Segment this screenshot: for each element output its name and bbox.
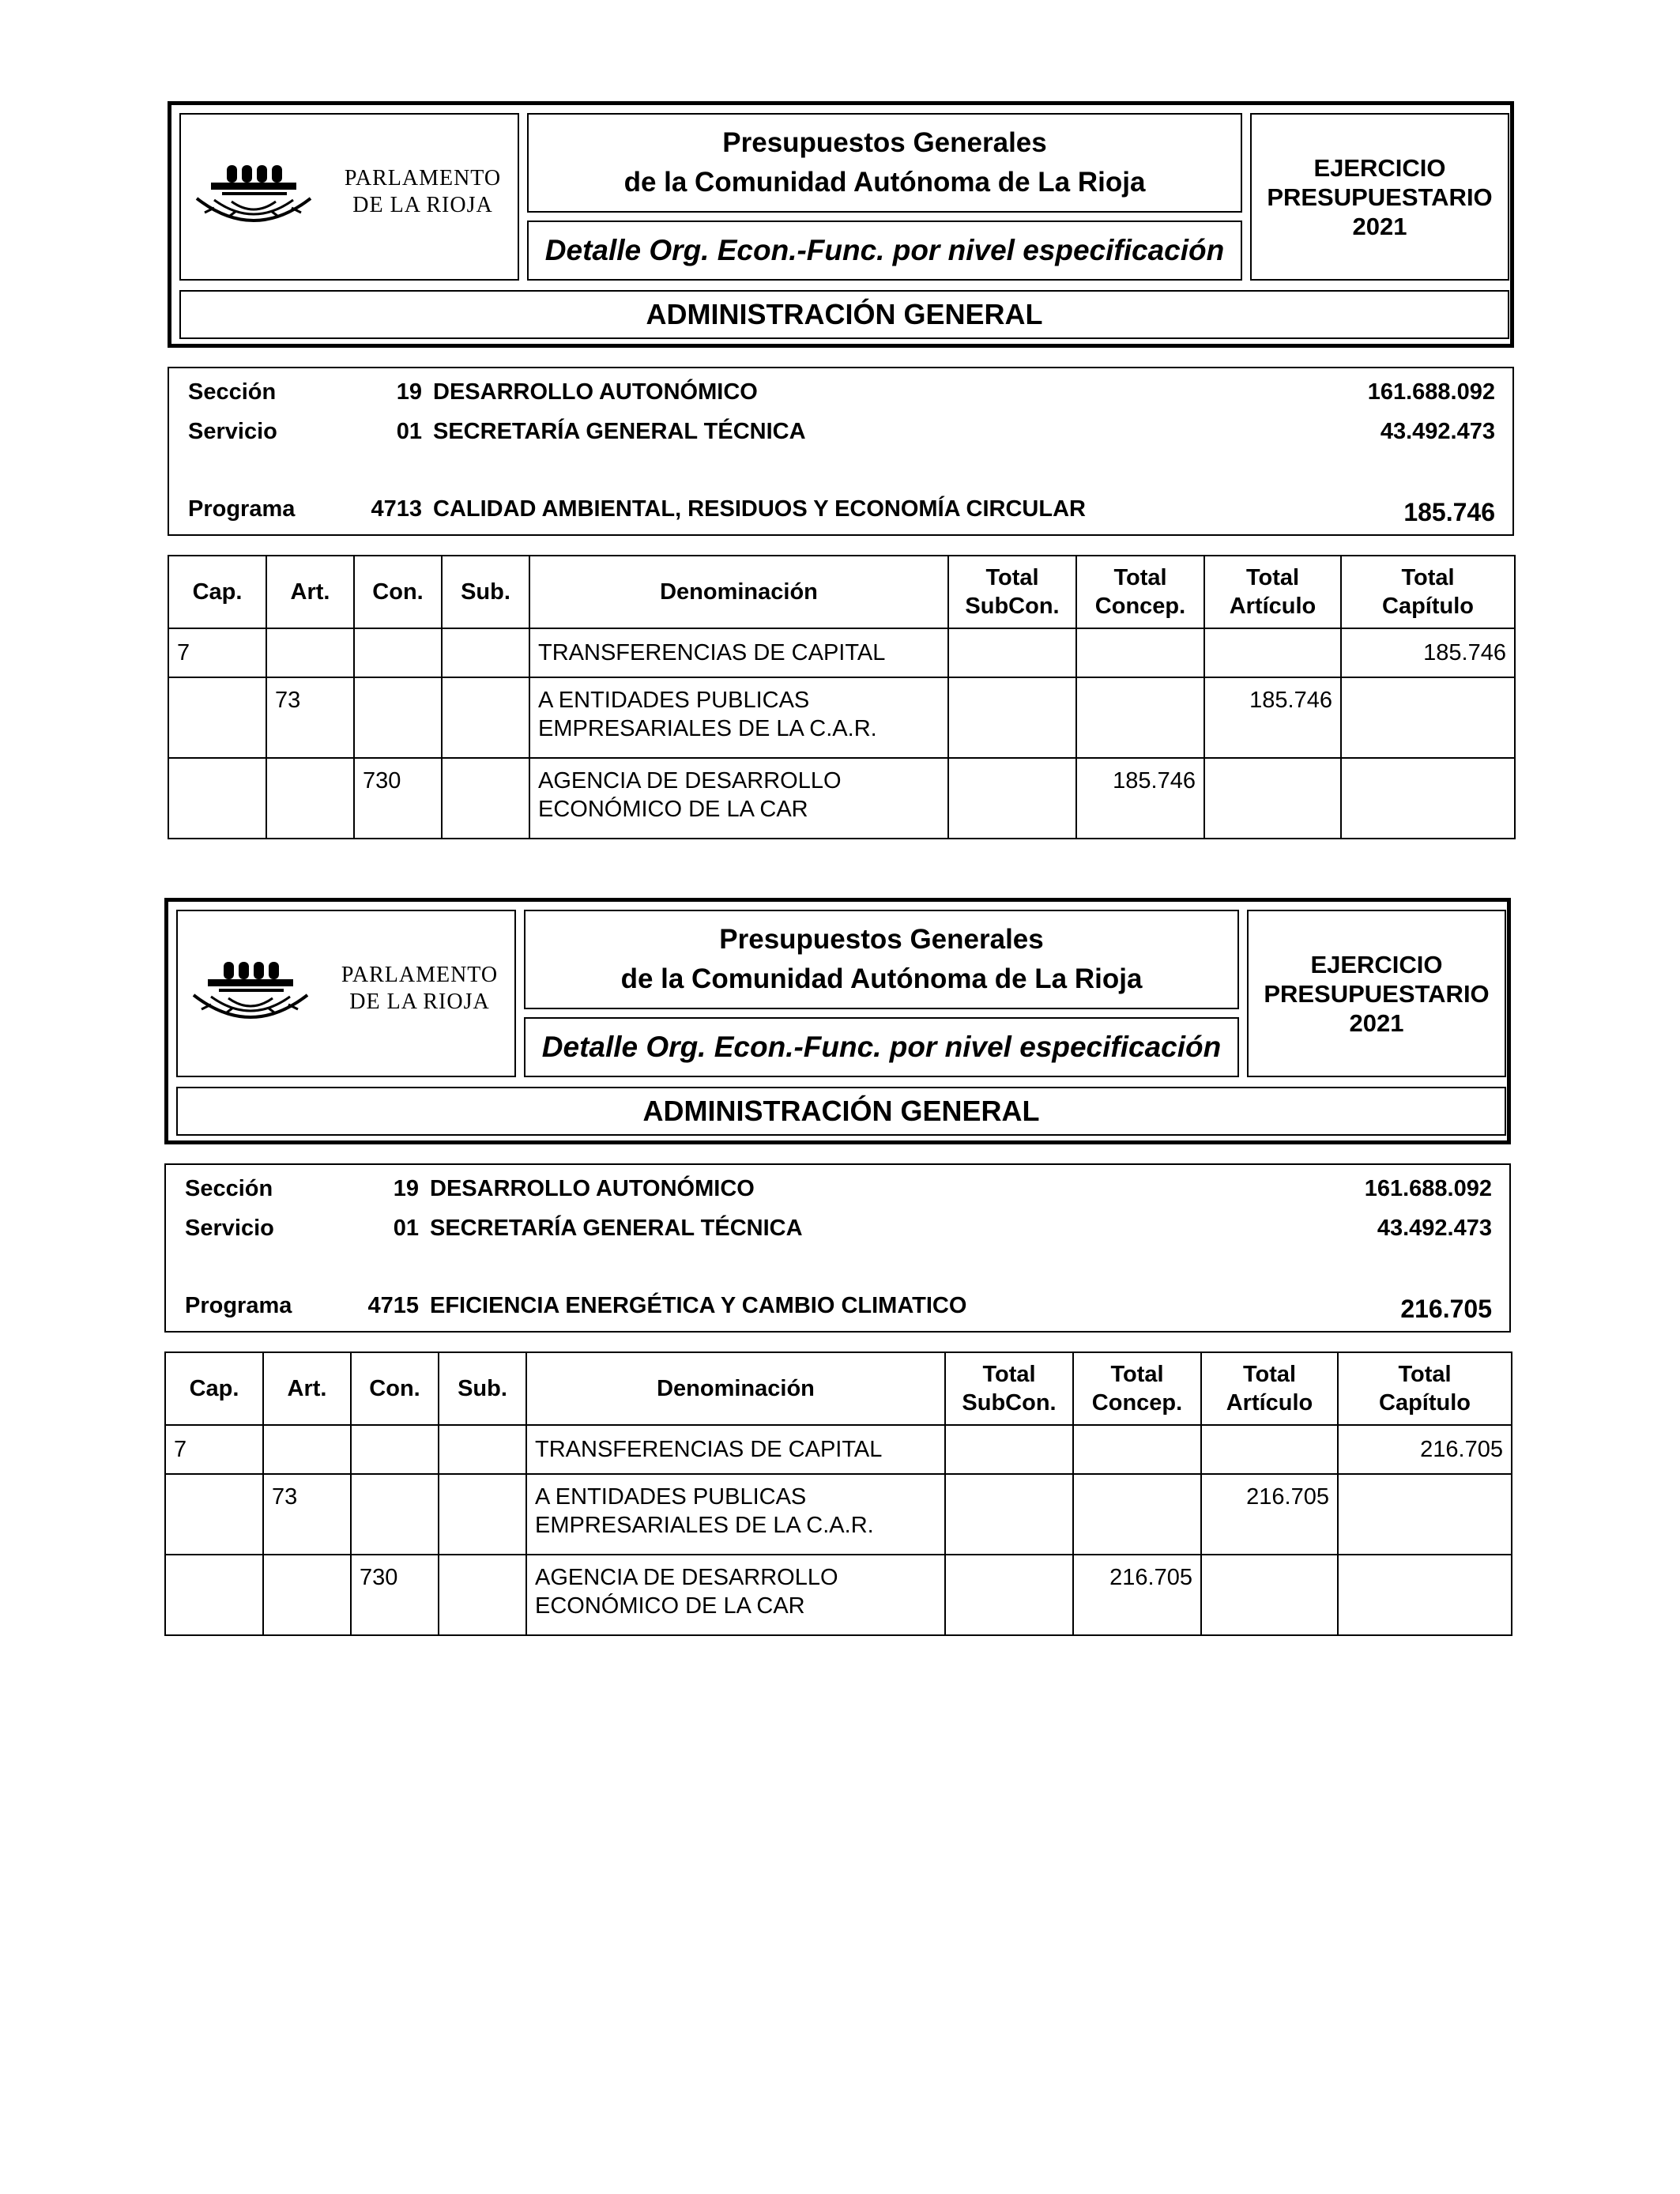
col-con: Con. (354, 556, 442, 628)
title-line-2: de la Comunidad Autónoma de La Rioja (620, 963, 1143, 994)
cell-sub (442, 677, 529, 758)
col-total-capitulo-line-1: Total (1398, 1362, 1452, 1387)
cell-art: 73 (266, 677, 354, 758)
cell-con (351, 1425, 439, 1474)
cell-denominacion (526, 1474, 945, 1555)
cell-total-subcon (948, 677, 1076, 758)
col-art: Art. (266, 556, 354, 628)
cell-denominacion (529, 758, 948, 839)
denominacion-line-1: TRANSFERENCIAS DE CAPITAL (535, 1437, 883, 1462)
programa-code: 4713 (371, 496, 422, 522)
col-total-concep-line-1: Total (1110, 1362, 1164, 1387)
cell-con: 730 (354, 758, 442, 839)
cell-total-articulo (1201, 1555, 1338, 1635)
cell-total-concep: 185.746 (1076, 758, 1204, 839)
report-title (527, 113, 1242, 213)
cell-total-capitulo (1338, 1555, 1512, 1635)
col-total-capitulo-line-2: Capítulo (1379, 1390, 1471, 1416)
cell-total-capitulo (1341, 758, 1515, 839)
cell-cap (168, 677, 266, 758)
title-line-1: Presupuestos Generales (719, 924, 1044, 955)
col-total-concep-line-2: Concep. (1091, 1390, 1183, 1416)
report-header (164, 898, 1511, 1144)
seccion-name: DESARROLLO AUTONÓMICO (433, 379, 758, 405)
cell-denominacion (529, 677, 948, 758)
table-header-row (168, 556, 1515, 628)
denominacion-line-1: A ENTIDADES PUBLICAS (538, 688, 810, 713)
col-total-articulo-line-2: Artículo (1226, 1390, 1313, 1416)
col-sub: Sub. (439, 1352, 526, 1425)
col-total-articulo (1204, 556, 1341, 628)
cell-total-subcon (948, 758, 1076, 839)
col-total-capitulo (1338, 1352, 1512, 1425)
table-header-row (165, 1352, 1512, 1425)
col-total-concep-line-1: Total (1113, 565, 1167, 590)
servicio-row (169, 419, 1512, 450)
cell-denominacion (529, 628, 948, 677)
col-cap: Cap. (168, 556, 266, 628)
col-total-articulo-line-1: Total (1245, 565, 1300, 590)
col-total-concep-line-2: Concep. (1094, 594, 1186, 619)
cell-sub (442, 628, 529, 677)
col-art: Art. (263, 1352, 351, 1425)
seccion-amount: 161.688.092 (1364, 1176, 1492, 1201)
table-row (165, 1555, 1512, 1635)
cell-cap: 7 (168, 628, 266, 677)
cell-art (263, 1425, 351, 1474)
logo-text (325, 962, 514, 1016)
fiscal-year: 2021 (1349, 1008, 1404, 1037)
logo-text-line-2: DE LA RIOJA (349, 990, 490, 1014)
budget-table (164, 1351, 1512, 1636)
cell-total-articulo: 185.746 (1204, 677, 1341, 758)
col-sub: Sub. (442, 556, 529, 628)
cell-total-articulo (1204, 628, 1341, 677)
col-total-subcon-line-2: SubCon. (965, 594, 1060, 619)
programa-name: CALIDAD AMBIENTAL, RESIDUOS Y ECONOMÍA CIRCULAR (433, 496, 1086, 522)
cell-cap (168, 758, 266, 839)
programa-label: Programa (185, 1293, 292, 1318)
logo-text (328, 165, 518, 219)
cell-con (351, 1474, 439, 1555)
col-total-subcon-line-2: SubCon. (962, 1390, 1057, 1416)
cell-denominacion (526, 1425, 945, 1474)
logo-text-line-2: DE LA RIOJA (352, 193, 493, 217)
cell-total-subcon (945, 1555, 1073, 1635)
seccion-row (166, 1176, 1509, 1208)
cell-total-capitulo: 216.705 (1338, 1425, 1512, 1474)
denominacion-line-1: TRANSFERENCIAS DE CAPITAL (538, 640, 886, 665)
col-denominacion: Denominación (529, 556, 948, 628)
table-row (165, 1425, 1512, 1474)
col-total-concep (1073, 1352, 1201, 1425)
cell-art (263, 1555, 351, 1635)
cell-total-capitulo (1338, 1474, 1512, 1555)
cell-total-subcon (945, 1474, 1073, 1555)
cell-denominacion (526, 1555, 945, 1635)
denominacion-line-1: A ENTIDADES PUBLICAS (535, 1484, 807, 1510)
programa-code: 4715 (367, 1293, 419, 1318)
col-cap: Cap. (165, 1352, 263, 1425)
servicio-name: SECRETARÍA GENERAL TÉCNICA (433, 419, 806, 444)
table-row (168, 677, 1515, 758)
seccion-row (169, 379, 1512, 411)
fiscal-year: 2021 (1352, 212, 1407, 240)
col-total-articulo-line-1: Total (1242, 1362, 1297, 1387)
fiscal-year-box (1247, 910, 1506, 1077)
servicio-code: 01 (396, 419, 422, 444)
presupuestario-label: PRESUPUESTARIO (1264, 979, 1490, 1008)
programa-amount: 216.705 (1400, 1295, 1492, 1323)
col-total-articulo-line-2: Artículo (1229, 594, 1317, 619)
col-total-subcon-line-1: Total (985, 565, 1039, 590)
cell-art: 73 (263, 1474, 351, 1555)
ejercicio-label: EJERCICIO (1313, 153, 1446, 182)
programa-amount: 185.746 (1403, 498, 1495, 526)
programa-label: Programa (188, 496, 296, 522)
denominacion-line-2: ECONÓMICO DE LA CAR (538, 797, 808, 822)
col-total-capitulo-line-1: Total (1401, 565, 1455, 590)
cell-total-concep (1073, 1474, 1201, 1555)
servicio-label: Servicio (185, 1216, 274, 1241)
seccion-label: Sección (188, 379, 277, 405)
cell-total-articulo: 216.705 (1201, 1474, 1338, 1555)
program-info (168, 367, 1514, 536)
cell-total-capitulo: 185.746 (1341, 628, 1515, 677)
cell-cap: 7 (165, 1425, 263, 1474)
logo-box (176, 910, 516, 1077)
cell-art (266, 758, 354, 839)
ejercicio-label: EJERCICIO (1310, 950, 1443, 978)
col-total-articulo (1201, 1352, 1338, 1425)
cell-cap (165, 1474, 263, 1555)
cell-cap (165, 1555, 263, 1635)
administration-title: ADMINISTRACIÓN GENERAL (179, 290, 1509, 339)
servicio-amount: 43.492.473 (1377, 1216, 1492, 1241)
presupuestario-label: PRESUPUESTARIO (1267, 183, 1493, 211)
logo-text-line-1: PARLAMENTO (344, 166, 502, 190)
denominacion-line-2: EMPRESARIALES DE LA C.A.R. (535, 1513, 874, 1538)
col-total-subcon-line-1: Total (982, 1362, 1036, 1387)
report-subtitle: Detalle Org. Econ.-Func. por nivel especificación (524, 1017, 1239, 1077)
seccion-label: Sección (185, 1176, 273, 1201)
cell-con (354, 677, 442, 758)
cell-art (266, 628, 354, 677)
report-title (524, 910, 1239, 1009)
table-row (168, 758, 1515, 839)
seccion-code: 19 (396, 379, 422, 405)
program-info (164, 1163, 1511, 1333)
cell-total-subcon (948, 628, 1076, 677)
col-denominacion: Denominación (526, 1352, 945, 1425)
cell-sub (442, 758, 529, 839)
seccion-amount: 161.688.092 (1367, 379, 1495, 405)
cell-total-concep (1076, 677, 1204, 758)
servicio-amount: 43.492.473 (1380, 419, 1495, 444)
denominacion-line-1: AGENCIA DE DESARROLLO (538, 768, 842, 794)
report-header (168, 101, 1514, 348)
cell-total-concep (1073, 1425, 1201, 1474)
logo-box (179, 113, 519, 281)
budget-table (168, 555, 1516, 839)
seccion-code: 19 (393, 1176, 419, 1201)
servicio-label: Servicio (188, 419, 277, 444)
report-subtitle: Detalle Org. Econ.-Func. por nivel especificación (527, 221, 1242, 281)
logo-text-line-1: PARLAMENTO (341, 963, 499, 987)
denominacion-line-2: EMPRESARIALES DE LA C.A.R. (538, 716, 877, 741)
fiscal-year-box (1250, 113, 1509, 281)
col-total-subcon (945, 1352, 1073, 1425)
col-total-subcon (948, 556, 1076, 628)
col-total-capitulo-line-2: Capítulo (1382, 594, 1474, 619)
programa-row (169, 496, 1512, 528)
denominacion-line-1: AGENCIA DE DESARROLLO (535, 1565, 838, 1590)
cell-total-articulo (1204, 758, 1341, 839)
title-line-1: Presupuestos Generales (722, 127, 1047, 158)
cell-con: 730 (351, 1555, 439, 1635)
cell-sub (439, 1555, 526, 1635)
servicio-code: 01 (393, 1216, 419, 1241)
cell-total-concep: 216.705 (1073, 1555, 1201, 1635)
programa-name: EFICIENCIA ENERGÉTICA Y CAMBIO CLIMATICO (430, 1293, 967, 1318)
administration-title: ADMINISTRACIÓN GENERAL (176, 1087, 1506, 1136)
cell-total-capitulo (1341, 677, 1515, 758)
seccion-name: DESARROLLO AUTONÓMICO (430, 1176, 755, 1201)
col-con: Con. (351, 1352, 439, 1425)
table-row (168, 628, 1515, 677)
cell-con (354, 628, 442, 677)
programa-row (166, 1293, 1509, 1325)
cell-sub (439, 1474, 526, 1555)
servicio-row (166, 1216, 1509, 1247)
cell-total-concep (1076, 628, 1204, 677)
cell-sub (439, 1425, 526, 1474)
col-total-capitulo (1341, 556, 1515, 628)
cell-total-articulo (1201, 1425, 1338, 1474)
table-row (165, 1474, 1512, 1555)
servicio-name: SECRETARÍA GENERAL TÉCNICA (430, 1216, 803, 1241)
col-total-concep (1076, 556, 1204, 628)
denominacion-line-2: ECONÓMICO DE LA CAR (535, 1593, 805, 1619)
cell-total-subcon (945, 1425, 1073, 1474)
title-line-2: de la Comunidad Autónoma de La Rioja (623, 167, 1146, 198)
